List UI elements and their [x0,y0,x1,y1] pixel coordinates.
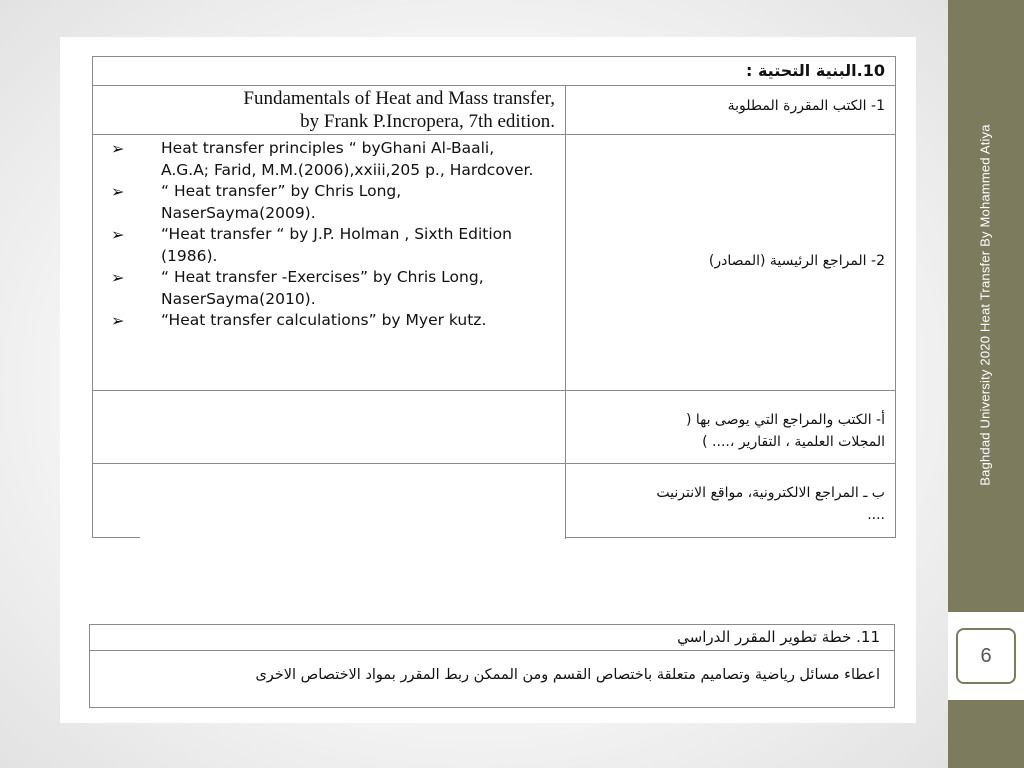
page-number: 6 [956,628,1016,684]
row-label-recommended: أ- الكتب والمراجع التي يوصى بها ( المجلات العلمية ، التقارير ،.... ) [685,412,885,450]
row-label-textbooks: 1- الكتب المقررة المطلوبة [727,98,885,114]
section-10-title: 10.البنية التحتية : [746,61,885,80]
table-row-textbooks [93,86,895,135]
section-11-title: 11. خطة تطوير المقرر الدراسي [677,628,880,646]
textbook-line-1: Fundamentals of Heat and Mass transfer, [243,88,555,109]
arrow-bullet-icon: ➢ [111,225,125,244]
references-cell [93,135,565,390]
list-item: ➢ “ Heat transfer” by Chris Long, NaserSayma(2009). [111,182,402,222]
arrow-bullet-icon: ➢ [111,139,125,158]
list-item: ➢ “Heat transfer “ by J.P. Holman , Sixth Edition (1986). [111,225,512,265]
infrastructure-table [92,56,896,538]
course-development-table [89,624,895,708]
table-header-row [93,57,895,86]
table-bottom-border-left [92,537,140,538]
list-item: ➢ “ Heat transfer -Exercises” by Chris Long, NaserSayma(2010). [111,268,484,308]
table-header-row [90,625,894,651]
arrow-bullet-icon: ➢ [111,268,125,287]
table-row-recommended [93,391,895,464]
table-row-electronic [93,464,895,539]
table-row-references [93,135,895,391]
table-bottom-border-right [565,537,896,538]
list-item: ➢ Heat transfer principles “ byGhani Al-Baali, A.G.A; Farid, M.M.(2006),xxiii,205 p., Hardcover. [111,139,534,179]
textbook-line-2: by Frank P.Incropera, 7th edition. [300,111,555,132]
course-development-text: اعطاء مسائل رياضية وتصاميم متعلقة باختصاص القسم ومن الممكن ربط المقرر بمواد الاختصاص الاخرى [255,667,880,683]
arrow-bullet-icon: ➢ [111,182,125,201]
textbook-cell [93,86,565,134]
arrow-bullet-icon: ➢ [111,311,125,330]
sidebar-vertical-text: Baghdad University 2020 Heat Transfer By Mohammed Atiya [977,124,993,486]
list-item: ➢ “Heat transfer calculations” by Myer kutz. [111,311,487,330]
row-label-electronic: ب ـ المراجع الالكترونية، مواقع الانترنيت .... [656,485,885,523]
references-list [93,135,565,332]
row-label-main-references: 2- المراجع الرئيسية (المصادر) [708,253,885,269]
